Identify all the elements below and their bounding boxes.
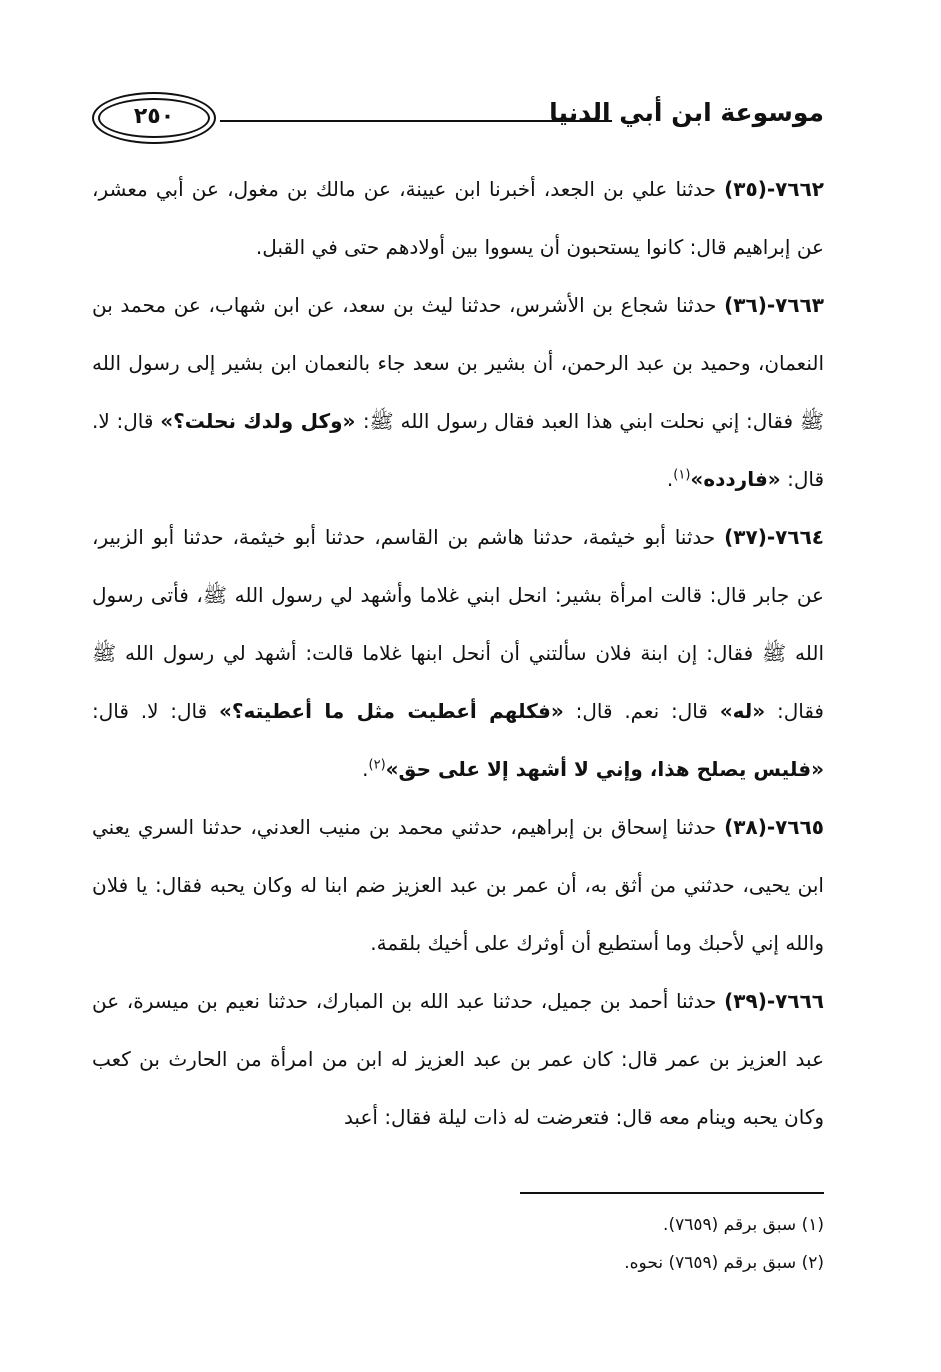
hadith-number: ٧٦٦٦-(٣٩) xyxy=(724,989,824,1013)
hadith-7666 xyxy=(92,972,824,1146)
prophet-quote: «له» xyxy=(719,699,766,723)
footnote-2: (٢) سبق برقم (٧٦٥٩) نحوه. xyxy=(624,1253,824,1273)
hadith-number: ٧٦٦٥-(٣٨) xyxy=(724,815,824,839)
footnote-1: (١) سبق برقم (٧٦٥٩). xyxy=(663,1215,824,1235)
prophet-quote: «فكلهم أعطيت مثل ما أعطيته؟» xyxy=(218,699,564,723)
footnote-rule xyxy=(520,1192,824,1194)
hadith-text: قال: لا. قال: xyxy=(92,409,824,491)
prophet-quote: «وكل ولدك نحلت؟» xyxy=(160,409,363,433)
hadith-7663 xyxy=(92,276,824,508)
footnotes xyxy=(92,1206,824,1282)
footnote-ref: (١) xyxy=(673,467,691,483)
hadith-text: . xyxy=(362,757,369,781)
page-header xyxy=(92,90,824,152)
hadith-number: ٧٦٦٢-(٣٥) xyxy=(724,177,824,201)
hadith-text: حدثنا شجاع بن الأشرس، حدثنا ليث بن سعد، عن ابن شهاب، عن محمد بن النعمان، وحميد بن عبد الرحمن، أن بشير بن سعد جاء بالنعمان ابن بشير إلى رسول الله ﷺ فقال: إني نحلت ابني هذا العبد فقال رسول الله ﷺ: xyxy=(92,293,824,433)
prophet-quote: «فليس يصلح هذا، وإني لا أشهد إلا على حق» xyxy=(385,757,824,781)
hadith-number: ٧٦٦٣-(٣٦) xyxy=(724,293,824,317)
main-text xyxy=(92,160,824,1146)
hadith-text: حدثنا إسحاق بن إبراهيم، حدثني محمد بن منيب العدني، حدثنا السري يعني ابن يحيى، حدثني من أثق به، أن عمر بن عبد العزيز ضم ابنا له وكان يحبه فقال: يا فلان والله إني لأحبك وما أستطيع أن أوثرك على أخيك بلقمة. xyxy=(92,815,824,955)
page-number-frame xyxy=(92,92,216,144)
hadith-text: . xyxy=(666,467,674,491)
hadith-7664 xyxy=(92,508,824,798)
hadith-text: حدثنا أبو خيثمة، حدثنا هاشم بن القاسم، حدثنا أبو خيثمة، حدثنا أبو الزبير، عن جابر قال: قالت امرأة بشير: انحل ابني غلاما وأشهد لي رسول الله ﷺ، فأتى رسول الله ﷺ فقال: إن ابنة فلان سألتني أن أنحل ابنها غلاما قالت: أشهد لي رسول الله ﷺ فقال: xyxy=(92,525,824,723)
page-number: ٢٥٠ xyxy=(133,104,175,129)
hadith-7665 xyxy=(92,798,824,972)
hadith-text: حدثنا علي بن الجعد، أخبرنا ابن عيينة، عن مالك بن مغول، عن أبي معشر، عن إبراهيم قال: كانوا يستحبون أن يسووا بين أولادهم حتى في القبل. xyxy=(92,177,824,259)
prophet-quote: «فاردده» xyxy=(690,467,781,491)
hadith-number: ٧٦٦٤-(٣٧) xyxy=(724,525,824,549)
hadith-text: حدثنا أحمد بن جميل، حدثنا عبد الله بن المبارك، حدثنا نعيم بن ميسرة، عن عبد العزيز بن عمر قال: كان عمر بن عبد العزيز له ابن من امرأة من الحارث بن كعب وكان يحبه وينام معه قال: فتعرضت له ذات ليلة فقال: أعبد xyxy=(92,989,824,1129)
hadith-7662 xyxy=(92,160,824,276)
footnote-ref: (٢) xyxy=(368,757,386,773)
book-title: موسوعة ابن أبي الدنيا xyxy=(549,98,824,127)
hadith-text: قال: نعم. قال: xyxy=(563,699,720,723)
hadith-text: قال: لا. قال: xyxy=(92,699,219,723)
